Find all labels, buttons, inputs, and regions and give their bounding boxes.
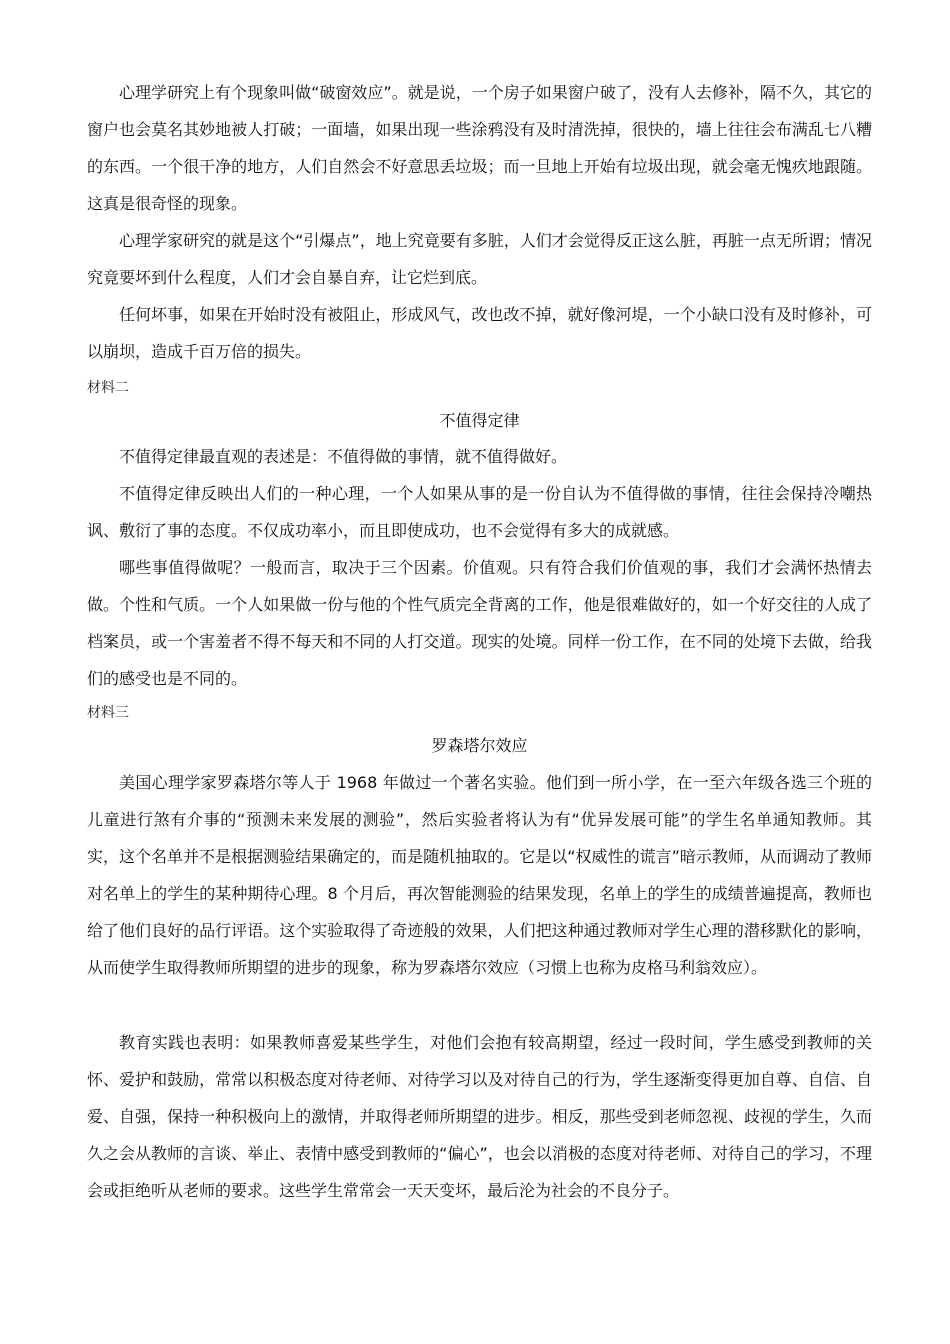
m3-paragraph-1: 美国心理学家罗森塔尔等人于 1968 年做过一个著名实验。他们到一所小学，在一至六年级各选三个班的儿童进行煞有介事的“预测未来发展的测验”，然后实验者将认为有“优异发展可能”的学生名单通知教师。其实，这个名单并不是根据测验结果确定的，而是随机抽取的。它是以“权威性的谎言”暗示教师，从而调动了教师对名单上的学生的某种期待心理。8 个月后，再次智能测验的结果发现，名单上的学生的成绩普遍提高，教师也给了他们良好的品行评语。这个实验取得了奇迹般的效果，人们把这种通过教师对学生心理的潜移默化的影响，从而使学生取得教师所期望的进步的现象，称为罗森塔尔效应（习惯上也称为皮格马利翁效应）。 bbox=[87, 773, 872, 977]
m1-paragraph-2: 心理学家研究的就是这个“引爆点”，地上究竟要有多脏，人们才会觉得反正这么脏，再脏一点无所谓；情况究竟要坏到什么程度，人们才会自暴自弃，让它烂到底。 bbox=[87, 231, 872, 287]
m2-paragraph-3: 哪些事值得做呢？一般而言，取决于三个因素。价值观。只有符合我们价值观的事，我们才会满怀热情去做。个性和气质。一个人如果做一份与他的个性气质完全背离的工作，他是很难做好的，如一个好交往的人成了档案员，或一个害羞者不得不每天和不同的人打交道。现实的处境。同样一份工作，在不同的处境下去做，给我们的感受也是不同的。 bbox=[87, 558, 872, 688]
m1-paragraph-1: 心理学研究上有个现象叫做“破窗效应”。就是说，一个房子如果窗户破了，没有人去修补，隔不久，其它的窗户也会莫名其妙地被人打破；一面墙，如果出现一些涂鸦没有及时清洗掉，很快的，墙上往往会布满乱七八糟的东西。一个很干净的地方，人们自然会不好意思丢垃圾；而一旦地上开始有垃圾出现，就会毫无愧疚地跟随。这真是很奇怪的现象。 bbox=[87, 83, 872, 213]
material-2-title: 不值得定律 bbox=[439, 411, 520, 430]
m3-paragraph-2: 教育实践也表明：如果教师喜爱某些学生，对他们会抱有较高期望，经过一段时间，学生感受到教师的关怀、爱护和鼓励，常常以积极态度对待老师、对待学习以及对待自己的行为，学生逐渐变得更加自尊、自信、自爱、自强，保持一种积极向上的激情，并取得老师所期望的进步。相反，那些受到老师忽视、歧视的学生，久而久之会从教师的言谈、举止、表情中感受到教师的“偏心”，也会以消极的态度对待老师、对待自己的学习，不理会或拒绝听从老师的要求。这些学生常常会一天天变坏，最后沦为社会的不良分子。 bbox=[87, 1033, 872, 1200]
m2-paragraph-1: 不值得定律最直观的表述是：不值得做的事情，就不值得做好。 bbox=[119, 447, 568, 466]
material-2-label: 材料二 bbox=[87, 380, 129, 396]
m2-paragraph-2: 不值得定律反映出人们的一种心理，一个人如果从事的是一份自认为不值得做的事情，往往会保持冷嘲热讽、敷衍了事的态度。不仅成功率小，而且即使成功，也不会觉得有多大的成就感。 bbox=[87, 484, 872, 540]
material-3-title: 罗森塔尔效应 bbox=[431, 736, 528, 755]
material-3-label: 材料三 bbox=[87, 705, 129, 721]
m1-paragraph-3: 任何坏事，如果在开始时没有被阻止，形成风气，改也改不掉，就好像河堤，一个小缺口没有及时修补，可以崩坝，造成千百万倍的损失。 bbox=[87, 305, 872, 361]
